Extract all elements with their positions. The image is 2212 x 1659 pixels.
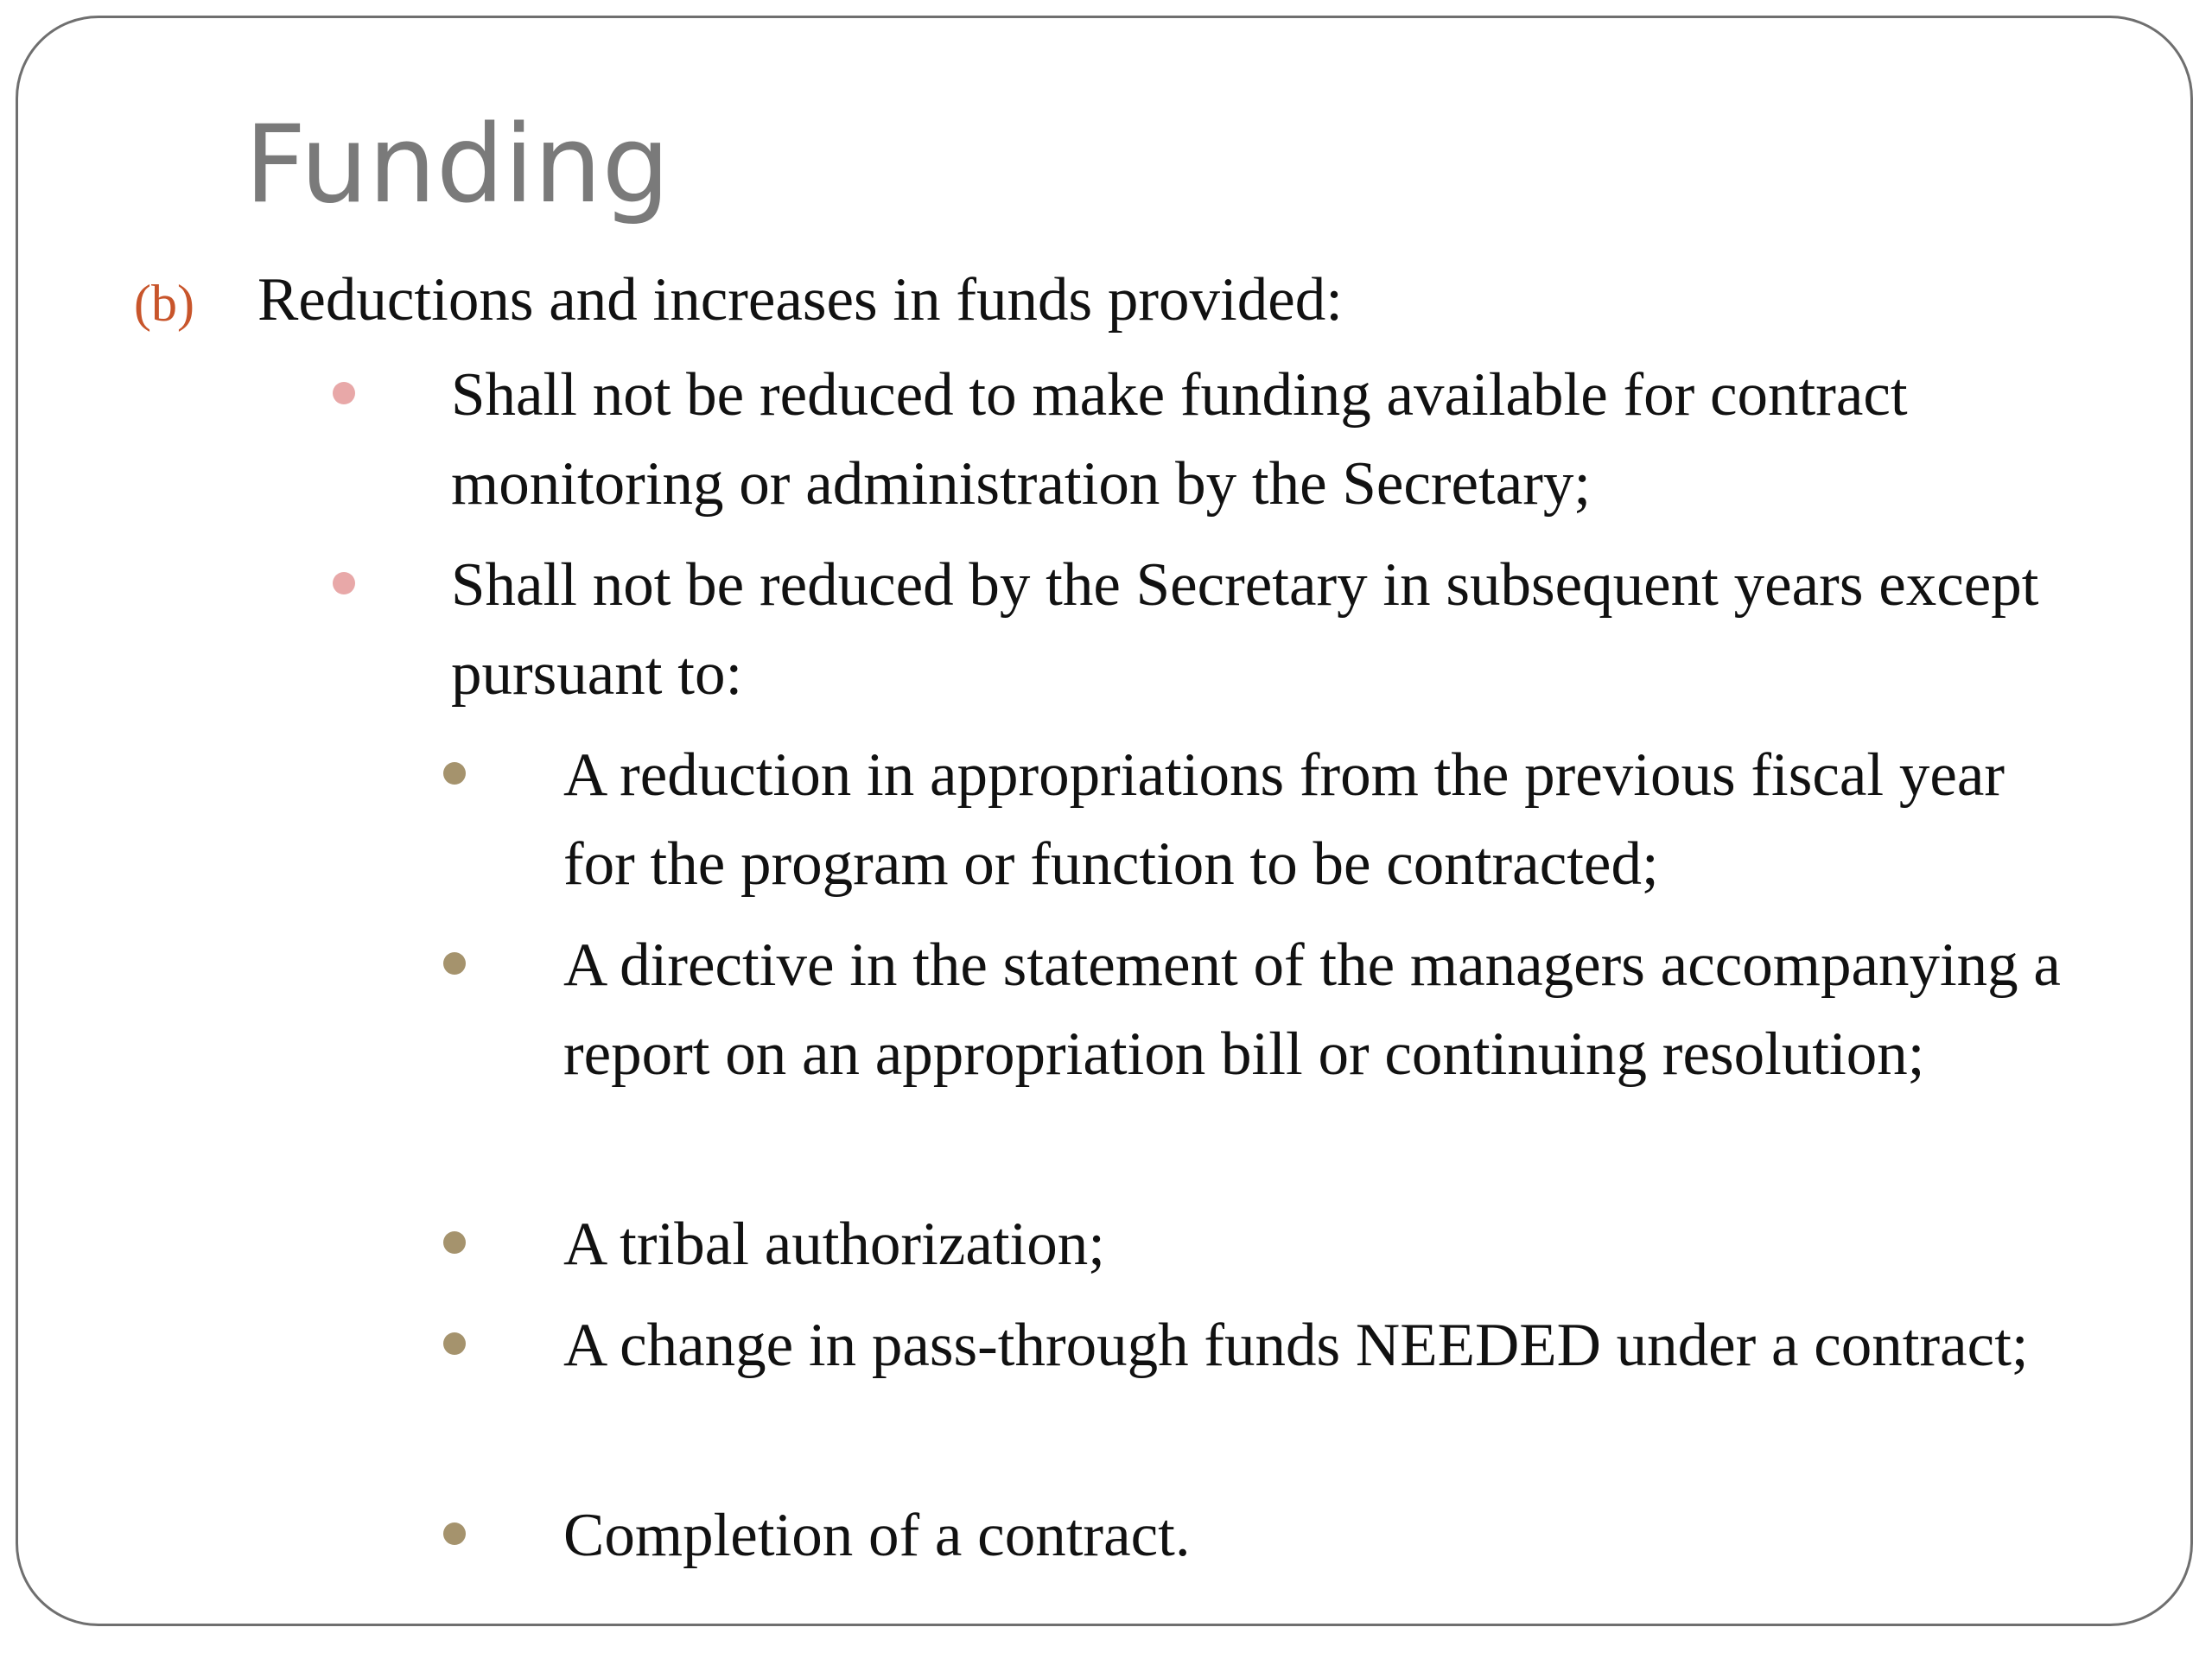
bullet-dot-icon bbox=[333, 572, 355, 594]
sub-list-item: Completion of a contract. bbox=[563, 1502, 1191, 1569]
sub-list-item: A reduction in appropriations from the previous fiscal year for the program or function to be contracted; bbox=[563, 741, 2005, 898]
sub-list-item: A change in pass-through funds NEEDED under a contract; bbox=[563, 1312, 2029, 1379]
section-marker: (b) bbox=[134, 275, 194, 332]
list-item: Shall not be reduced by the Secretary in subsequent years except pursuant to: bbox=[451, 551, 2039, 708]
sub-bullet-dot-icon bbox=[443, 1231, 466, 1254]
sub-bullet-dot-icon bbox=[443, 952, 466, 975]
slide-title: Funding bbox=[245, 103, 671, 227]
sub-list-item: A tribal authorization; bbox=[563, 1211, 1106, 1278]
sub-bullet-dot-icon bbox=[443, 762, 466, 785]
bullet-dot-icon bbox=[333, 382, 355, 404]
section-heading: Reductions and increases in funds provided: bbox=[257, 266, 1344, 334]
sub-list-item: A directive in the statement of the managers accompanying a report on an appropriation bill or continuing resolution; bbox=[563, 931, 2061, 1088]
list-item: Shall not be reduced to make funding available for contract monitoring or administration by the Secretary; bbox=[451, 361, 1908, 518]
sub-bullet-dot-icon bbox=[443, 1522, 466, 1545]
sub-bullet-dot-icon bbox=[443, 1332, 466, 1355]
